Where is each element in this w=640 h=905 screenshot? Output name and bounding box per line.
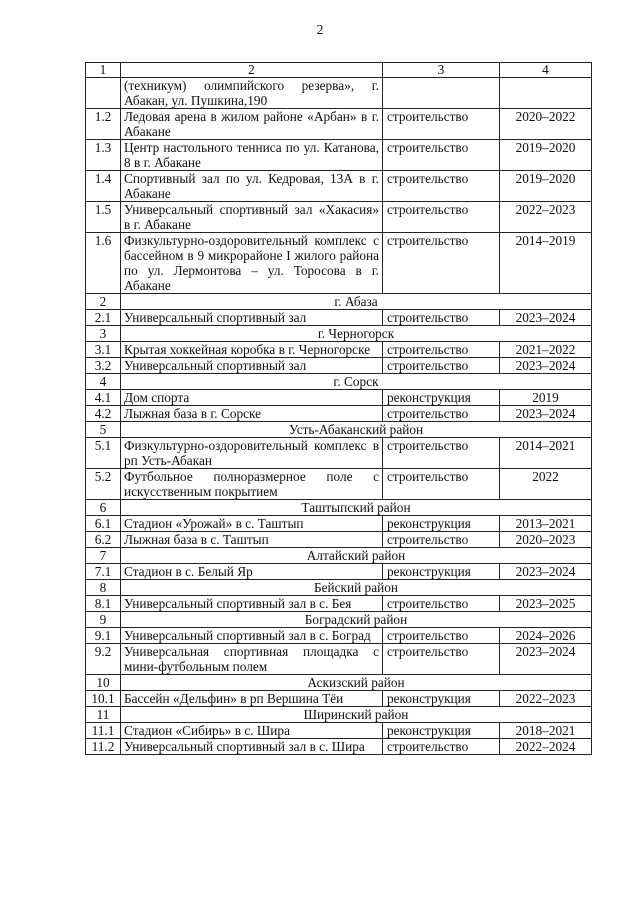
work-type: строительство — [383, 532, 500, 548]
table-row — [86, 233, 592, 294]
table-row — [86, 390, 592, 406]
table-row — [86, 171, 592, 202]
work-type: реконструкция — [383, 691, 500, 707]
years-period: 2022–2024 — [500, 739, 592, 755]
facility-name: Крытая хоккейная коробка в г. Черногорске — [121, 342, 383, 358]
table-row — [86, 406, 592, 422]
work-type: строительство — [383, 596, 500, 612]
years-period: 2020–2023 — [500, 532, 592, 548]
work-type: реконструкция — [383, 564, 500, 580]
region-name: Аскизский район — [121, 675, 592, 691]
region-name: г. Абаза — [121, 294, 592, 310]
table-row — [86, 516, 592, 532]
work-type: строительство — [383, 310, 500, 326]
header-cell-4: 4 — [500, 63, 592, 78]
facility-name: Универсальная спортивная площадка с мини-футбольным полем — [121, 644, 383, 675]
region-number: 4 — [86, 374, 121, 390]
years-period: 2024–2026 — [500, 628, 592, 644]
facility-name: Лыжная база в г. Сорске — [121, 406, 383, 422]
work-type: строительство — [383, 406, 500, 422]
row-number: 1.6 — [86, 233, 121, 294]
work-type: строительство — [383, 171, 500, 202]
region-row — [86, 374, 592, 390]
sports-facilities-table — [85, 62, 592, 755]
table-row — [86, 596, 592, 612]
work-type: строительство — [383, 644, 500, 675]
work-type: строительство — [383, 358, 500, 374]
years-period: 2013–2021 — [500, 516, 592, 532]
region-number: 7 — [86, 548, 121, 564]
table-row — [86, 564, 592, 580]
header-cell-3: 3 — [383, 63, 500, 78]
work-type: строительство — [383, 438, 500, 469]
table-row — [86, 723, 592, 739]
region-name: Алтайский район — [121, 548, 592, 564]
facility-name: Бассейн «Дельфин» в рп Вершина Тёи — [121, 691, 383, 707]
years-period: 2019–2020 — [500, 171, 592, 202]
table-row — [86, 140, 592, 171]
table-row — [86, 78, 592, 109]
years-period: 2023–2025 — [500, 596, 592, 612]
row-number: 11.2 — [86, 739, 121, 755]
region-number: 8 — [86, 580, 121, 596]
region-row — [86, 580, 592, 596]
years-period: 2019–2020 — [500, 140, 592, 171]
years-period: 2014–2019 — [500, 233, 592, 294]
years-period: 2018–2021 — [500, 723, 592, 739]
header-cell-2: 2 — [121, 63, 383, 78]
work-type: строительство — [383, 202, 500, 233]
facility-name: Универсальный спортивный зал в с. Боград — [121, 628, 383, 644]
facility-name: Универсальный спортивный зал в с. Шира — [121, 739, 383, 755]
facility-name: Стадион «Сибирь» в с. Шира — [121, 723, 383, 739]
facility-name: Универсальный спортивный зал — [121, 310, 383, 326]
region-number: 6 — [86, 500, 121, 516]
region-row — [86, 422, 592, 438]
years-period: 2020–2022 — [500, 109, 592, 140]
region-row — [86, 675, 592, 691]
work-type: строительство — [383, 140, 500, 171]
row-number: 6.1 — [86, 516, 121, 532]
facility-name: Физкультурно-оздоровительный комплекс с бассейном в 9 микрорайоне I жилого района по ул. Лермонтова – ул. Торосова в г. Абакане — [121, 233, 383, 294]
region-row — [86, 326, 592, 342]
table-row — [86, 342, 592, 358]
region-row — [86, 707, 592, 723]
region-number: 10 — [86, 675, 121, 691]
row-number: 5.2 — [86, 469, 121, 500]
years-period: 2023–2024 — [500, 406, 592, 422]
row-number: 11.1 — [86, 723, 121, 739]
facility-name: Стадион в с. Белый Яр — [121, 564, 383, 580]
region-number: 9 — [86, 612, 121, 628]
facility-name: Дом спорта — [121, 390, 383, 406]
facility-name: Футбольное полноразмерное поле с искусственным покрытием — [121, 469, 383, 500]
table-row — [86, 358, 592, 374]
row-number: 10.1 — [86, 691, 121, 707]
years-period: 2021–2022 — [500, 342, 592, 358]
years-period: 2023–2024 — [500, 310, 592, 326]
row-number: 9.1 — [86, 628, 121, 644]
work-type: строительство — [383, 469, 500, 500]
years-period: 2023–2024 — [500, 358, 592, 374]
row-number: 5.1 — [86, 438, 121, 469]
facility-name: Универсальный спортивный зал в с. Бея — [121, 596, 383, 612]
row-number — [86, 78, 121, 109]
table-row — [86, 109, 592, 140]
row-number: 9.2 — [86, 644, 121, 675]
facility-name: (техникум) олимпийского резерва», г. Абакан, ул. Пушкина,190 — [121, 78, 383, 109]
facility-name: Стадион «Урожай» в с. Таштып — [121, 516, 383, 532]
region-name: г. Сорск — [121, 374, 592, 390]
work-type: строительство — [383, 342, 500, 358]
table-row — [86, 691, 592, 707]
work-type: строительство — [383, 628, 500, 644]
region-name: Усть-Абаканский район — [121, 422, 592, 438]
work-type: строительство — [383, 233, 500, 294]
table-row — [86, 628, 592, 644]
row-number: 8.1 — [86, 596, 121, 612]
region-name: г. Черногорск — [121, 326, 592, 342]
region-row — [86, 612, 592, 628]
row-number: 1.4 — [86, 171, 121, 202]
row-number: 1.3 — [86, 140, 121, 171]
region-number: 2 — [86, 294, 121, 310]
facility-name: Спортивный зал по ул. Кедровая, 13А в г. Абакане — [121, 171, 383, 202]
row-number: 4.1 — [86, 390, 121, 406]
region-name: Боградский район — [121, 612, 592, 628]
row-number: 3.2 — [86, 358, 121, 374]
table-row — [86, 438, 592, 469]
years-period: 2022–2023 — [500, 691, 592, 707]
table-row — [86, 469, 592, 500]
work-type: реконструкция — [383, 516, 500, 532]
work-type — [383, 78, 500, 109]
row-number: 2.1 — [86, 310, 121, 326]
years-period: 2019 — [500, 390, 592, 406]
region-row — [86, 294, 592, 310]
table-row — [86, 310, 592, 326]
region-number: 3 — [86, 326, 121, 342]
work-type: строительство — [383, 109, 500, 140]
region-number: 11 — [86, 707, 121, 723]
years-period: 2023–2024 — [500, 644, 592, 675]
region-name: Ширинский район — [121, 707, 592, 723]
region-name: Бейский район — [121, 580, 592, 596]
years-period: 2014–2021 — [500, 438, 592, 469]
work-type: реконструкция — [383, 390, 500, 406]
facility-name: Лыжная база в с. Таштып — [121, 532, 383, 548]
work-type: реконструкция — [383, 723, 500, 739]
table-row — [86, 532, 592, 548]
region-number: 5 — [86, 422, 121, 438]
header-cell-1: 1 — [86, 63, 121, 78]
facility-name: Центр настольного тенниса по ул. Катанова, 8 в г. Абакане — [121, 140, 383, 171]
table-row — [86, 644, 592, 675]
years-period: 2022 — [500, 469, 592, 500]
row-number: 3.1 — [86, 342, 121, 358]
years-period: 2022–2023 — [500, 202, 592, 233]
work-type: строительство — [383, 739, 500, 755]
row-number: 7.1 — [86, 564, 121, 580]
facility-name: Универсальный спортивный зал — [121, 358, 383, 374]
table-row — [86, 739, 592, 755]
years-period: 2023–2024 — [500, 564, 592, 580]
years-period — [500, 78, 592, 109]
facility-name: Физкультурно-оздоровительный комплекс в рп Усть-Абакан — [121, 438, 383, 469]
region-name: Таштыпский район — [121, 500, 592, 516]
row-number: 1.5 — [86, 202, 121, 233]
region-row — [86, 548, 592, 564]
table-header-row — [86, 63, 592, 78]
region-row — [86, 500, 592, 516]
row-number: 6.2 — [86, 532, 121, 548]
facility-name: Ледовая арена в жилом районе «Арбан» в г. Абакане — [121, 109, 383, 140]
page-number: 2 — [316, 23, 324, 38]
row-number: 4.2 — [86, 406, 121, 422]
facility-name: Универсальный спортивный зал «Хакасия» в г. Абакане — [121, 202, 383, 233]
table-row — [86, 202, 592, 233]
row-number: 1.2 — [86, 109, 121, 140]
